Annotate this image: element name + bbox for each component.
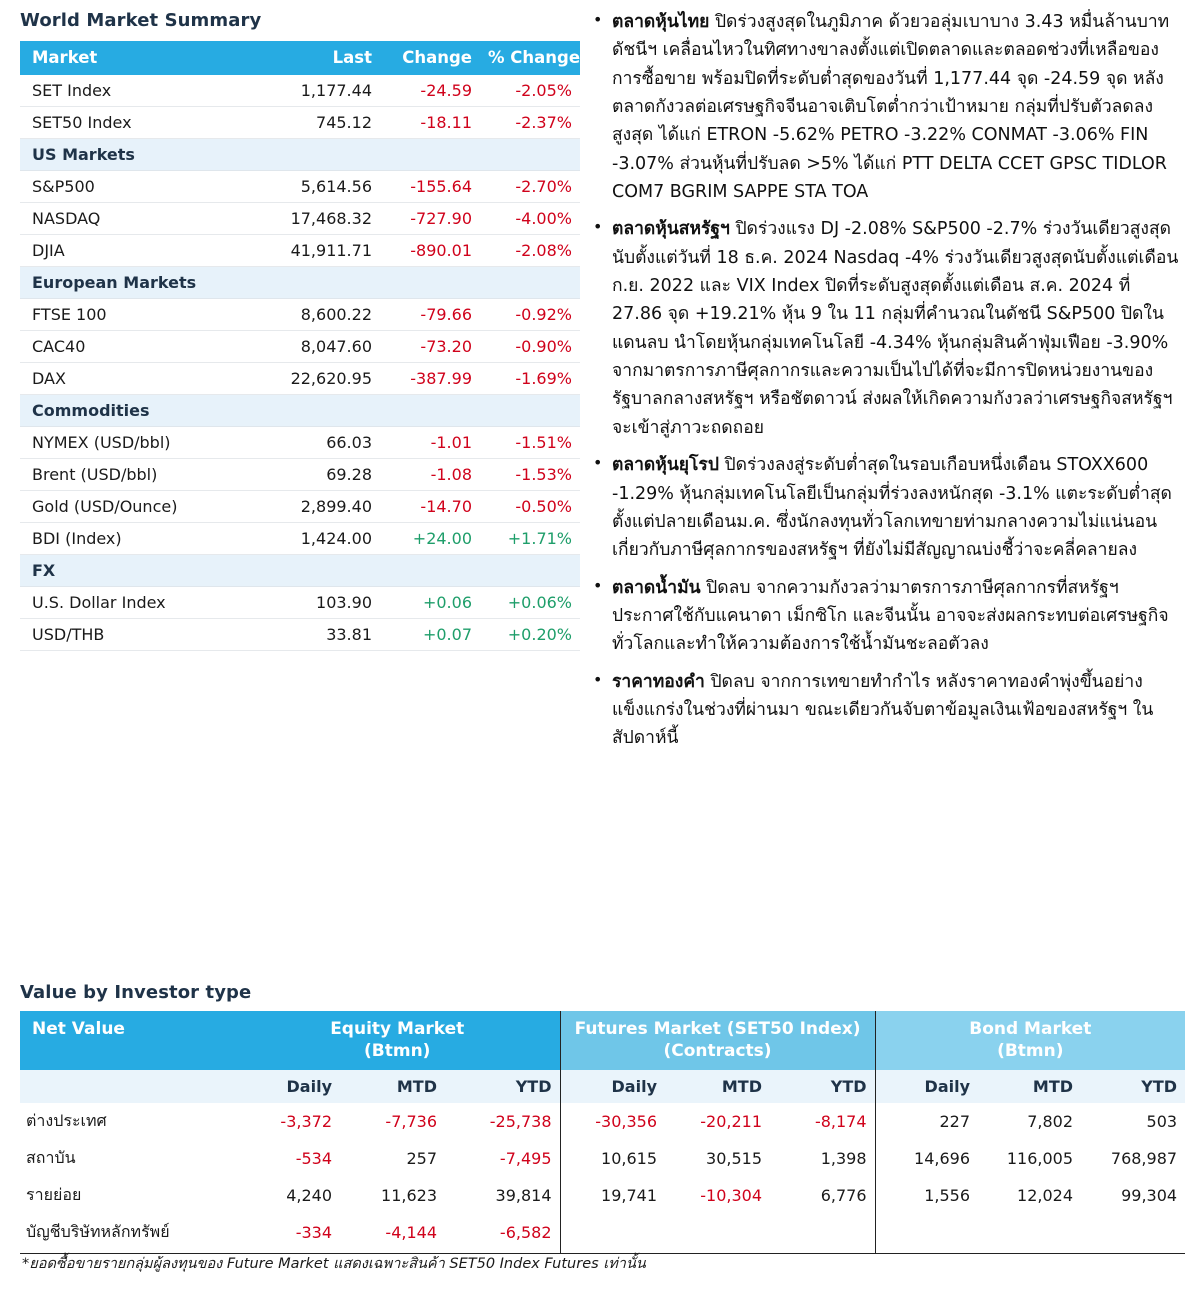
market-last: 33.81 bbox=[270, 619, 380, 651]
period-header-equity-daily: Daily bbox=[235, 1070, 340, 1103]
market-group-label: Commodities bbox=[20, 395, 580, 427]
market-pct: -0.92% bbox=[480, 299, 580, 331]
investor-value-futures-daily bbox=[560, 1214, 665, 1253]
investor-value-equity-mtd: 257 bbox=[406, 1149, 437, 1168]
footnote: *ยอดซื้อขายรายกลุ่มผู้ลงทุนของ Future Market แสดงเฉพาะสินค้า SET50 Index Futures เท่านั้น bbox=[22, 1256, 646, 1272]
market-name: SET Index bbox=[20, 75, 270, 107]
investor-value-futures-daily: 10,615 bbox=[560, 1140, 665, 1177]
news-bullet-body: ปิดร่วงลงสู่ระดับต่ำสุดในรอบเกือบหนึ่งเดือน STOXX600 -1.29% หุ้นกลุ่มเทคโนโลยีเป็นกลุ่มที่ร่วงลงหนักสุด -3.1% แตะระดับต่ำสุดตั้งแต่ปลายเดือนม.ค. ซึ่งนักลงทุนทั่วโลกเทขายท่ามกลางความไม่แน่นอนเกี่ยวกับภาษีศุลกากรของสหรัฐฯ ที่ยังไม่มีสัญญาณบ่งชี้ว่าจะคลี่คลายลง bbox=[612, 455, 1172, 561]
market-name: BDI (Index) bbox=[20, 523, 270, 555]
investor-table-header bbox=[20, 1011, 1185, 1103]
investor-value-futures-mtd bbox=[665, 1214, 770, 1253]
market-pct: -2.08% bbox=[480, 235, 580, 267]
futures-market-unit: (Contracts) bbox=[560, 1041, 875, 1070]
news-bullet-body: ปิดร่วงแรง DJ -2.08% S&P500 -2.7% ร่วงวันเดียวสูงสุดนับตั้งแต่วันที่ 18 ธ.ค. 2024 Nasdaq -4% ร่วงวันเดียวสูงสุดนับตั้งแต่เดือน ก.ย. 2022 และ VIX Index ปิดที่ระดับสูงสุดตั้งแต่เดือน ส.ค. 2024 ที่ 27.86 จุด +19.21% หุ้น 9 ใน 11 กลุ่มที่คำนวณในดัชนี S&P500 ปิดในแดนลบ นำโดยหุ้นกลุ่มเทคโนโลยี -4.34% หุ้นกลุ่มสินค้าฟุ่มเฟือย -3.90% จากมาตรการภาษีศุลกากรและความเป็นไปได้ที่จะมีการปิดหน่วยงานของรัฐบาลกลางสหรัฐฯ หรือชัตดาวน์ ส่งผลให้เกิดความกังวลว่าเศรษฐกิจสหรัฐฯ จะเข้าสู่ภาวะถดถอย bbox=[612, 219, 1179, 438]
period-header-equity-ytd: YTD bbox=[445, 1070, 560, 1103]
investor-value-futures-daily: -30,356 bbox=[560, 1103, 665, 1140]
news-bullet-lead: ตลาดน้ำมัน bbox=[612, 577, 701, 598]
market-name: U.S. Dollar Index bbox=[20, 587, 270, 619]
investor-value-bond-ytd: 99,304 bbox=[1121, 1186, 1178, 1205]
market-change: +0.06 bbox=[380, 587, 480, 619]
table-row bbox=[20, 619, 580, 651]
market-change: -155.64 bbox=[380, 171, 480, 203]
investor-value-equity-ytd: -25,738 bbox=[489, 1112, 552, 1131]
value-by-investor-panel bbox=[20, 982, 1185, 1254]
investor-value-futures-ytd bbox=[770, 1214, 875, 1253]
market-change: -14.70 bbox=[380, 491, 480, 523]
market-group-label: US Markets bbox=[20, 139, 580, 171]
market-pct: -2.05% bbox=[480, 75, 580, 107]
market-name: SET50 Index bbox=[20, 107, 270, 139]
market-name: Brent (USD/bbl) bbox=[20, 459, 270, 491]
investor-value-bond-mtd: 12,024 bbox=[1017, 1186, 1074, 1205]
investor-row bbox=[20, 1103, 1185, 1140]
market-name: Gold (USD/Ounce) bbox=[20, 491, 270, 523]
table-row bbox=[20, 107, 580, 139]
market-change: -79.66 bbox=[380, 299, 480, 331]
news-bullet-lead: ราคาทองคำ bbox=[612, 671, 705, 692]
news-bullet-body: ปิดลบ จากการเทขายทำกำไร หลังราคาทองคำพุ่งขึ้นอย่างแข็งแกร่งในช่วงที่ผ่านมา ขณะเดียวกันจับตาข้อมูลเงินเฟ้อของสหรัฐฯ ในสัปดาห์นี้ bbox=[612, 671, 1154, 749]
market-last: 8,600.22 bbox=[270, 299, 380, 331]
market-last: 41,911.71 bbox=[270, 235, 380, 267]
table-body bbox=[20, 75, 580, 651]
investor-row bbox=[20, 1214, 1185, 1253]
market-last: 103.90 bbox=[270, 587, 380, 619]
investor-value-bond-mtd: 7,802 bbox=[1027, 1112, 1074, 1131]
market-last: 1,177.44 bbox=[270, 75, 380, 107]
market-name: FTSE 100 bbox=[20, 299, 270, 331]
investor-value-equity-daily: 4,240 bbox=[286, 1186, 332, 1205]
market-commentary-panel bbox=[580, 0, 1200, 762]
value-by-investor-table bbox=[20, 1011, 1185, 1253]
period-header-futures-daily: Daily bbox=[560, 1070, 665, 1103]
investor-row bbox=[20, 1177, 1185, 1214]
market-name: NYMEX (USD/bbl) bbox=[20, 427, 270, 459]
table-row bbox=[20, 235, 580, 267]
market-change: -387.99 bbox=[380, 363, 480, 395]
market-group-label: European Markets bbox=[20, 267, 580, 299]
market-last: 17,468.32 bbox=[270, 203, 380, 235]
market-change: -890.01 bbox=[380, 235, 480, 267]
news-bullet bbox=[588, 215, 1184, 442]
news-bullet-lead: ตลาดหุ้นสหรัฐฯ bbox=[612, 219, 730, 240]
futures-market-header: Futures Market (SET50 Index) bbox=[560, 1011, 875, 1041]
market-change: -18.11 bbox=[380, 107, 480, 139]
market-name: S&P500 bbox=[20, 171, 270, 203]
market-group-row bbox=[20, 555, 580, 587]
investor-value-bond-ytd bbox=[1081, 1214, 1185, 1253]
market-pct: +0.20% bbox=[480, 619, 580, 651]
market-last: 745.12 bbox=[270, 107, 380, 139]
column-header-pctchange: % Change bbox=[480, 41, 580, 75]
investor-value-equity-daily: -334 bbox=[295, 1223, 332, 1242]
investor-value-futures-mtd: -20,211 bbox=[700, 1112, 762, 1131]
table-row bbox=[20, 171, 580, 203]
bond-market-unit: (Btmn) bbox=[875, 1041, 1185, 1070]
period-column-header-row bbox=[20, 1070, 1185, 1103]
period-header-futures-ytd: YTD bbox=[770, 1070, 875, 1103]
market-group-label: FX bbox=[20, 555, 580, 587]
table-row bbox=[20, 427, 580, 459]
table-row bbox=[20, 75, 580, 107]
investor-value-bond-daily: 1,556 bbox=[875, 1177, 978, 1214]
period-header-equity-mtd: MTD bbox=[340, 1070, 445, 1103]
market-change: +24.00 bbox=[380, 523, 480, 555]
market-name: CAC40 bbox=[20, 331, 270, 363]
column-header-market: Market bbox=[20, 41, 270, 75]
table-row bbox=[20, 299, 580, 331]
investor-value-equity-ytd: -6,582 bbox=[499, 1223, 552, 1242]
market-pct: +0.06% bbox=[480, 587, 580, 619]
market-change: -24.59 bbox=[380, 75, 480, 107]
investor-value-bond-mtd bbox=[978, 1214, 1081, 1253]
investor-value-equity-ytd: 39,814 bbox=[495, 1186, 552, 1205]
market-pct: -1.69% bbox=[480, 363, 580, 395]
market-pct: +1.71% bbox=[480, 523, 580, 555]
column-header-last: Last bbox=[270, 41, 380, 75]
investor-value-bond-daily: 227 bbox=[875, 1103, 978, 1140]
market-last: 1,424.00 bbox=[270, 523, 380, 555]
news-bullet bbox=[588, 451, 1184, 564]
table-row bbox=[20, 587, 580, 619]
period-header-bond-ytd: YTD bbox=[1081, 1070, 1185, 1103]
investor-value-bond-mtd: 116,005 bbox=[1006, 1149, 1074, 1168]
world-market-summary-title: World Market Summary bbox=[20, 10, 262, 31]
investor-value-futures-mtd: 30,515 bbox=[706, 1149, 762, 1168]
market-last: 22,620.95 bbox=[270, 363, 380, 395]
market-group-row bbox=[20, 139, 580, 171]
market-name: USD/THB bbox=[20, 619, 270, 651]
investor-value-equity-mtd: 11,623 bbox=[381, 1186, 437, 1205]
market-name: NASDAQ bbox=[20, 203, 270, 235]
news-bullet-body: ปิดลบ จากความกังวลว่ามาตรการภาษีศุลกากรที่สหรัฐฯ ประกาศใช้กับแคนาดา เม็กซิโก และจีนนั้น อาจจะส่งผลกระทบต่อเศรษฐกิจทั่วโลกและทำให้ความต้องการใช้น้ำมันชะลอตัวลง bbox=[612, 577, 1169, 655]
table-row bbox=[20, 203, 580, 235]
period-header-spacer bbox=[20, 1070, 235, 1103]
market-pct: -4.00% bbox=[480, 203, 580, 235]
world-market-summary-table bbox=[20, 41, 580, 651]
market-name: DAX bbox=[20, 363, 270, 395]
news-bullet-body: ปิดร่วงสูงสุดในภูมิภาค ด้วยวอลุ่มเบาบาง 3.43 หมื่นล้านบาท ดัชนีฯ เคลื่อนไหวในทิศทางขาลงตั้งแต่เปิดตลาดและตลอดช่วงที่เหลือของการซื้อขาย พร้อมปิดที่ระดับต่ำสุดของวันที่ 1,177.44 จุด -24.59 จุด หลังตลาดกังวลต่อเศรษฐกิจจีนอาจเติบโตต่ำกว่าเป้าหมาย กลุ่มที่ปรับตัวลดลงสูงสุด ได้แก่ ETRON -5.62% PETRO -3.22% CONMAT -3.06% FIN -3.07% ส่วนหุ้นที่ปรับลด >5% ได้แก่ PTT DELTA CCET GPSC TIDLOR COM7 BGRIM SAPPE STA TOA bbox=[612, 12, 1170, 203]
equity-market-unit: (Btmn) bbox=[235, 1041, 560, 1070]
market-last: 2,899.40 bbox=[270, 491, 380, 523]
investor-value-bond-ytd: 768,987 bbox=[1110, 1149, 1178, 1168]
investor-type-label: ต่างประเทศ bbox=[26, 1111, 107, 1130]
investor-type-label: รายย่อย bbox=[26, 1185, 82, 1204]
investor-row bbox=[20, 1140, 1185, 1177]
market-pct: -0.90% bbox=[480, 331, 580, 363]
equity-market-header: Equity Market bbox=[235, 1011, 560, 1041]
investor-value-futures-ytd: -8,174 bbox=[814, 1112, 867, 1131]
world-market-summary-panel bbox=[0, 0, 580, 651]
investor-value-bond-daily bbox=[875, 1214, 978, 1253]
news-bullet bbox=[588, 8, 1184, 206]
table-row bbox=[20, 363, 580, 395]
table-row bbox=[20, 491, 580, 523]
investor-value-futures-mtd: -10,304 bbox=[700, 1186, 762, 1205]
investor-value-equity-mtd: -4,144 bbox=[385, 1223, 437, 1242]
market-change: -727.90 bbox=[380, 203, 480, 235]
market-group-row bbox=[20, 395, 580, 427]
market-pct: -0.50% bbox=[480, 491, 580, 523]
news-bullet bbox=[588, 668, 1184, 753]
table-row bbox=[20, 331, 580, 363]
investor-value-futures-ytd: 6,776 bbox=[820, 1186, 867, 1205]
value-by-investor-title: Value by Investor type bbox=[20, 982, 252, 1003]
market-pct: -1.53% bbox=[480, 459, 580, 491]
net-value-header: Net Value bbox=[20, 1011, 235, 1070]
investor-table-body bbox=[20, 1103, 1185, 1253]
market-pct: -2.70% bbox=[480, 171, 580, 203]
column-header-change: Change bbox=[380, 41, 480, 75]
market-last: 66.03 bbox=[270, 427, 380, 459]
investor-type-label: สถาบัน bbox=[26, 1148, 76, 1167]
bond-market-header: Bond Market bbox=[875, 1011, 1185, 1041]
market-group-row bbox=[20, 267, 580, 299]
period-header-bond-daily: Daily bbox=[875, 1070, 978, 1103]
market-last: 5,614.56 bbox=[270, 171, 380, 203]
news-bullet-lead: ตลาดหุ้นไทย bbox=[612, 12, 710, 32]
table-header bbox=[20, 41, 580, 75]
investor-value-equity-daily: -3,372 bbox=[280, 1112, 332, 1131]
market-name: DJIA bbox=[20, 235, 270, 267]
market-last: 8,047.60 bbox=[270, 331, 380, 363]
investor-value-equity-mtd: -7,736 bbox=[385, 1112, 437, 1131]
investor-value-equity-ytd: -7,495 bbox=[499, 1149, 552, 1168]
market-change: -1.01 bbox=[380, 427, 480, 459]
news-bullet-lead: ตลาดหุ้นยุโรป bbox=[612, 455, 719, 476]
news-bullet bbox=[588, 574, 1184, 659]
investor-value-equity-daily: -534 bbox=[295, 1149, 332, 1168]
investor-value-bond-ytd: 503 bbox=[1146, 1112, 1178, 1131]
period-header-futures-mtd: MTD bbox=[665, 1070, 770, 1103]
news-bullet-list bbox=[588, 8, 1184, 753]
investor-value-futures-ytd: 1,398 bbox=[820, 1149, 867, 1168]
market-change: -73.20 bbox=[380, 331, 480, 363]
investor-value-futures-daily: 19,741 bbox=[560, 1177, 665, 1214]
market-change: +0.07 bbox=[380, 619, 480, 651]
period-header-bond-mtd: MTD bbox=[978, 1070, 1081, 1103]
market-change: -1.08 bbox=[380, 459, 480, 491]
table-row bbox=[20, 459, 580, 491]
market-pct: -1.51% bbox=[480, 427, 580, 459]
market-pct: -2.37% bbox=[480, 107, 580, 139]
table-row bbox=[20, 523, 580, 555]
investor-value-bond-daily: 14,696 bbox=[875, 1140, 978, 1177]
market-last: 69.28 bbox=[270, 459, 380, 491]
investor-type-label: บัญชีบริษัทหลักทรัพย์ bbox=[26, 1222, 170, 1241]
